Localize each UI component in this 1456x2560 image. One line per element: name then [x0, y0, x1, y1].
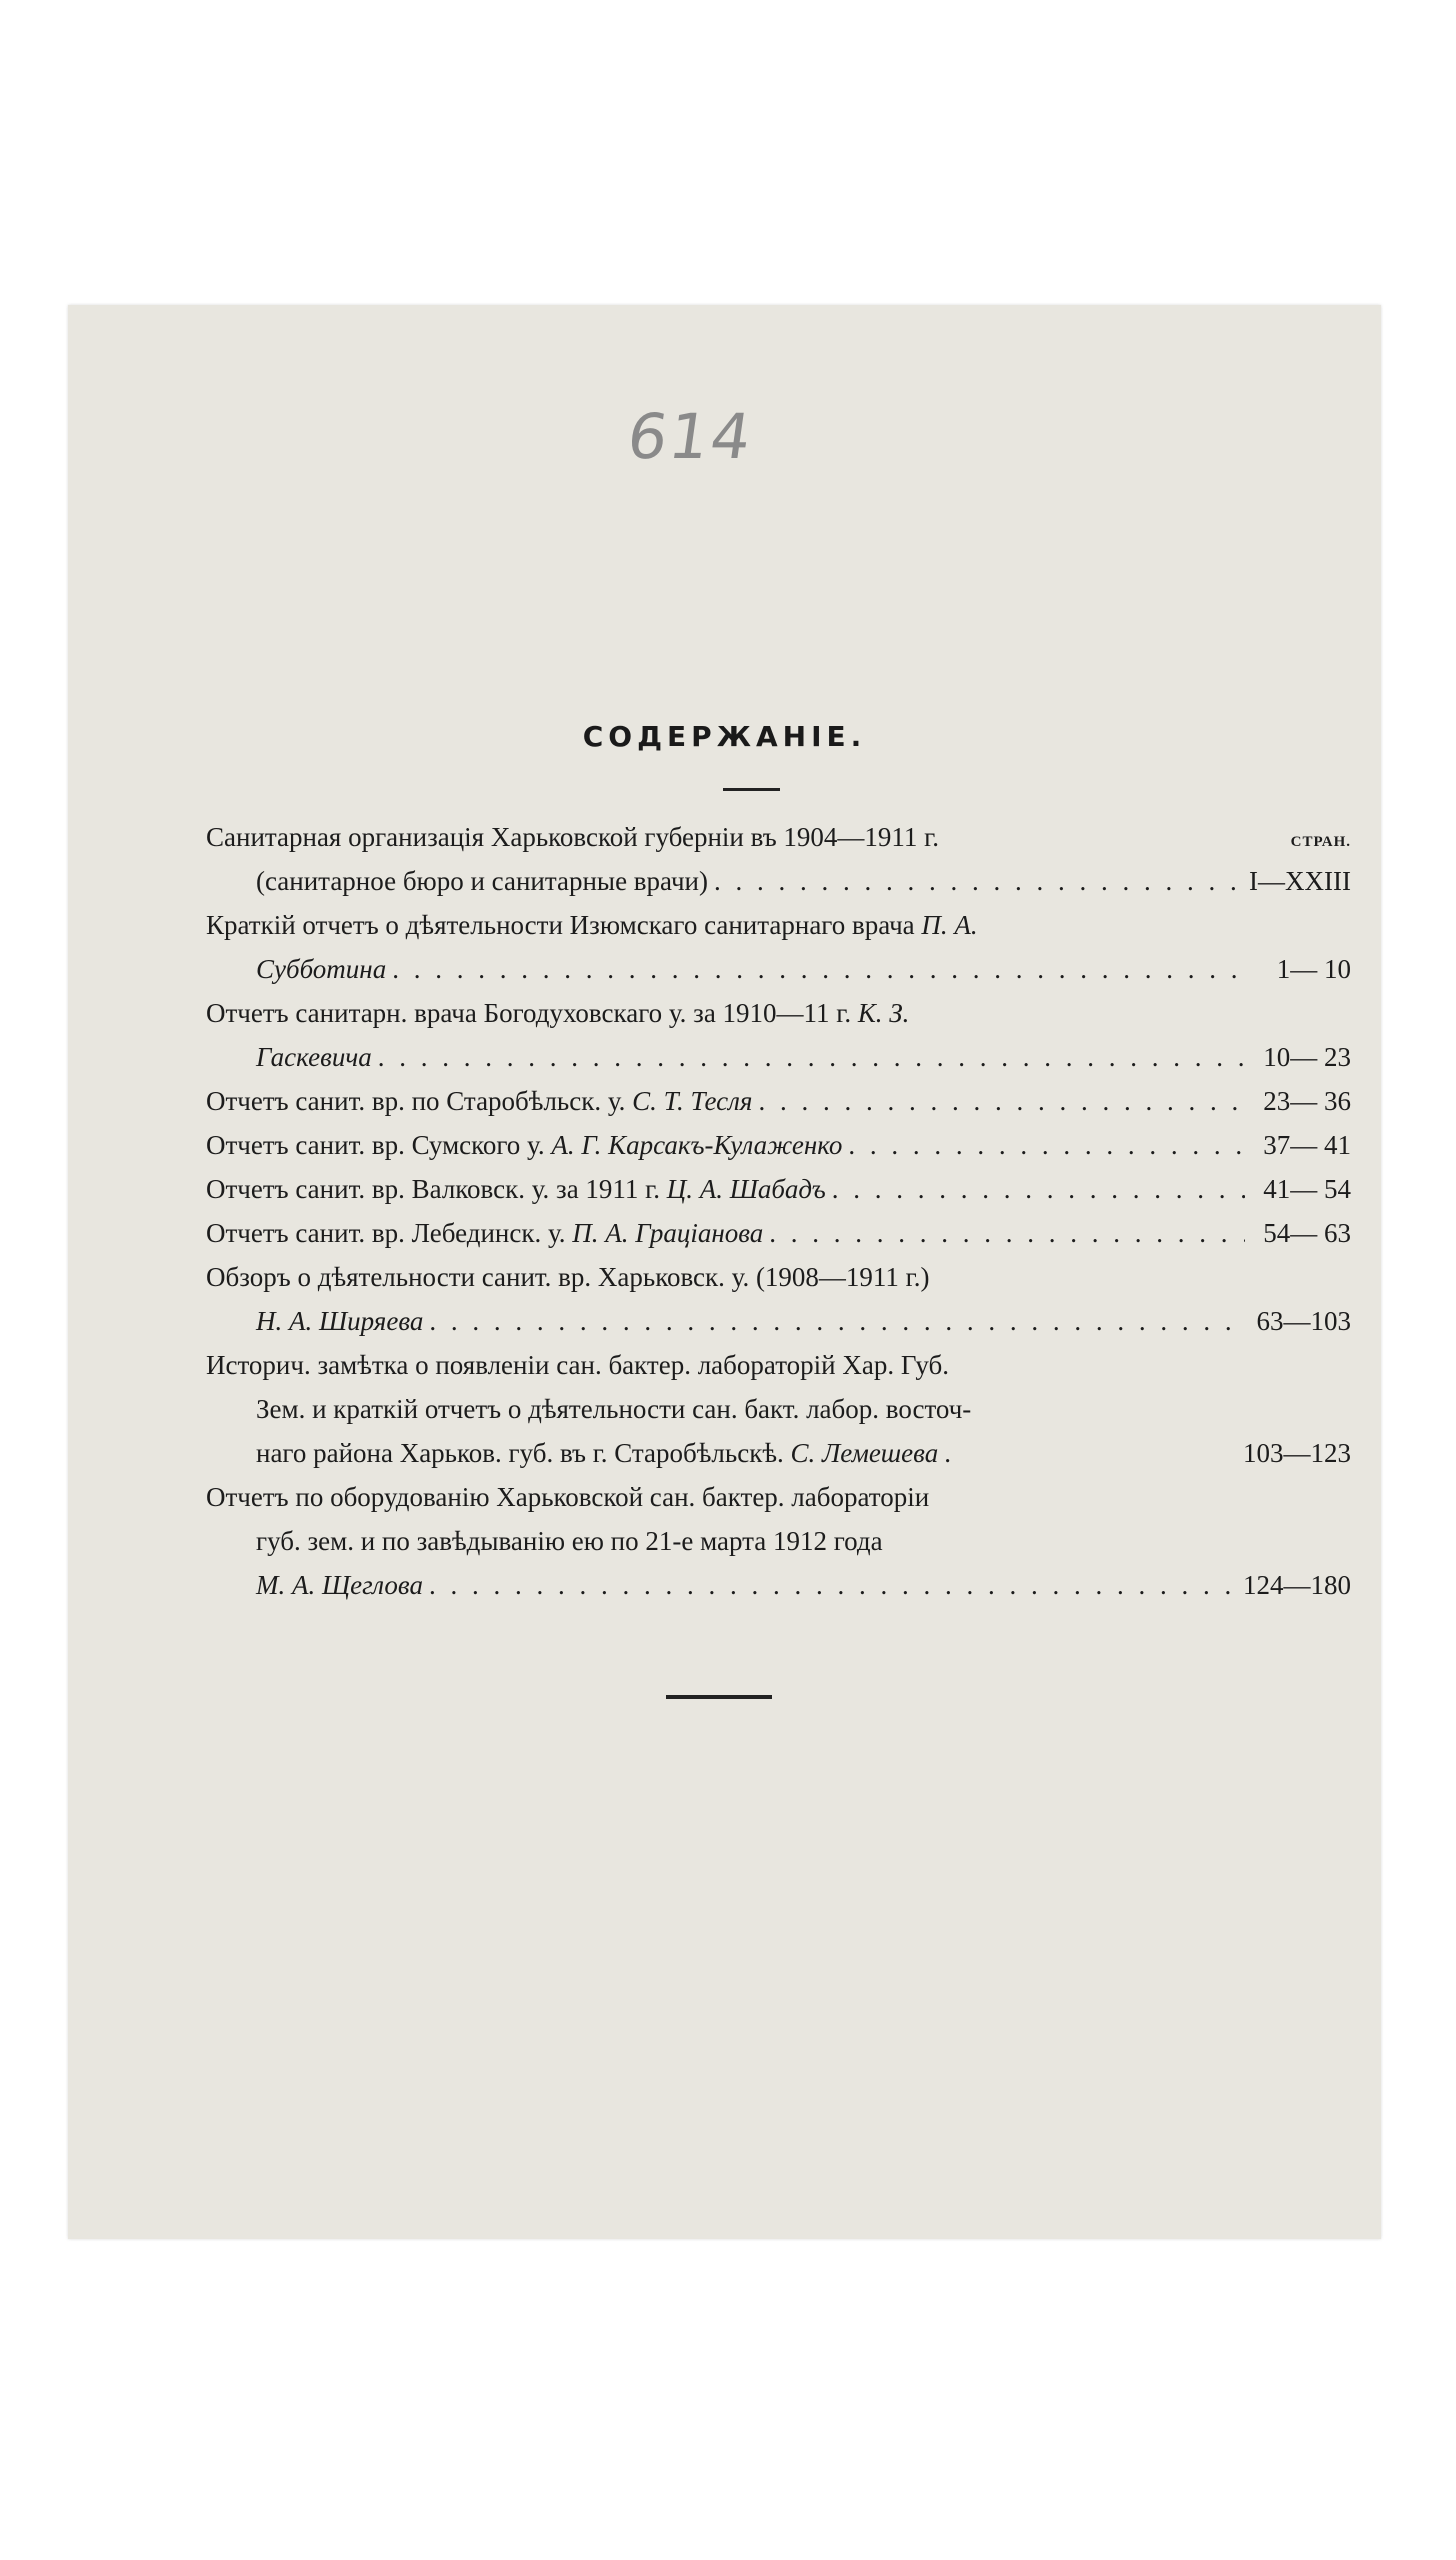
title-rule: [723, 788, 780, 791]
entry-text: наго района Харьков. губ. въ г. Старобѣльскѣ. С. Лемешева: [256, 1438, 939, 1468]
page-range: I—XXIII: [1249, 866, 1351, 896]
page-title: СОДЕРЖАНІЕ.: [582, 720, 867, 753]
toc-entry-10-cont2: [206, 1563, 1351, 1607]
entry-text: Отчетъ санит. вр. Валковск. у. за 1911 г. Ц. А. Шабадъ: [206, 1174, 826, 1204]
dot-leader: [714, 859, 1243, 903]
toc-entry-8-cont: [206, 1299, 1351, 1343]
dot-leader: [429, 1563, 1237, 1607]
toc-entry-2-cont: [206, 947, 1351, 991]
page-range: 63—103: [1256, 1306, 1351, 1336]
entry-text: Обзоръ о дѣятельности санит. вр. Харьковск. у. (1908—1911 г.): [206, 1262, 930, 1292]
entry-text: Зем. и краткій отчетъ о дѣятельности сан. бакт. лабор. восточ-: [256, 1394, 972, 1424]
page-range: 1— 10: [1276, 954, 1351, 984]
toc-entry-10: [206, 1475, 1351, 1519]
entry-text: Отчетъ санит. вр. Сумского у. А. Г. Карсакъ-Кулаженко: [206, 1130, 843, 1160]
entry-text: Отчетъ по оборудованію Харьковской сан. бактер. лабораторіи: [206, 1482, 930, 1512]
toc-entry-8: [206, 1255, 1351, 1299]
entry-text: Историч. замѣтка о появленіи сан. бактер. лабораторій Хар. Губ.: [206, 1350, 950, 1380]
entry-text: Отчетъ санит. вр. Лебединск. у. П. А. Граціанова: [206, 1218, 764, 1248]
entry-text: Отчетъ санит. вр. по Старобѣльск. у. С. Т. Тесля: [206, 1086, 753, 1116]
toc-entry-9: [206, 1343, 1351, 1387]
toc-entry-1: [206, 815, 1351, 859]
toc-entry-9-cont2: [206, 1431, 1351, 1475]
toc-entry-10-cont: [206, 1519, 1351, 1563]
dot-leader: [848, 1123, 1245, 1167]
entry-text: (санитарное бюро и санитарные врачи): [256, 866, 708, 896]
toc-entry-4: [206, 1079, 1351, 1123]
toc-entry-3-cont: [206, 1035, 1351, 1079]
end-rule: [666, 1695, 772, 1699]
entry-text: Отчетъ санитарн. врача Богодуховскаго у. за 1910—11 г. К. З.: [206, 998, 910, 1028]
toc-entry-1-cont: [206, 859, 1351, 903]
entry-author: Субботина: [256, 954, 387, 984]
dot-leader: [758, 1079, 1245, 1123]
page-range: 54— 63: [1263, 1218, 1351, 1248]
entry-text: Краткій отчетъ о дѣятельности Изюмскаго санитарнаго врача П. А.: [206, 910, 978, 940]
dot-leader: [832, 1167, 1245, 1211]
handwritten-number: 614: [622, 400, 758, 473]
entry-author: М. А. Щеглова: [256, 1570, 423, 1600]
dot-leader: [392, 947, 1245, 991]
page-range: 103—123: [1243, 1438, 1351, 1468]
dot-leader: [429, 1299, 1245, 1343]
page-range: 23— 36: [1263, 1086, 1351, 1116]
toc-entry-7: [206, 1211, 1351, 1255]
toc-entry-9-cont: [206, 1387, 1351, 1431]
entry-author: Гаскевича: [256, 1042, 372, 1072]
toc-entry-3: [206, 991, 1351, 1035]
page-range: 37— 41: [1263, 1130, 1351, 1160]
entry-author: Н. А. Ширяева: [256, 1306, 424, 1336]
page-range: 41— 54: [1263, 1174, 1351, 1204]
page-range: 10— 23: [1263, 1042, 1351, 1072]
page-range: 124—180: [1243, 1570, 1351, 1600]
book-page: [68, 305, 1381, 2239]
entry-text: губ. зем. и по завѣдыванію ею по 21-е марта 1912 года: [256, 1526, 883, 1556]
toc-entry-2: [206, 903, 1351, 947]
page-column-header: СТРАН.: [1290, 834, 1351, 850]
dot-leader: [378, 1035, 1245, 1079]
toc-entry-6: [206, 1167, 1351, 1211]
entry-text: Санитарная организація Харьковской губерніи въ 1904—1911 г.: [206, 822, 939, 852]
dot-leader: [944, 1431, 966, 1475]
table-of-contents: [206, 815, 1351, 1607]
dot-leader: [769, 1211, 1245, 1255]
toc-entry-5: [206, 1123, 1351, 1167]
